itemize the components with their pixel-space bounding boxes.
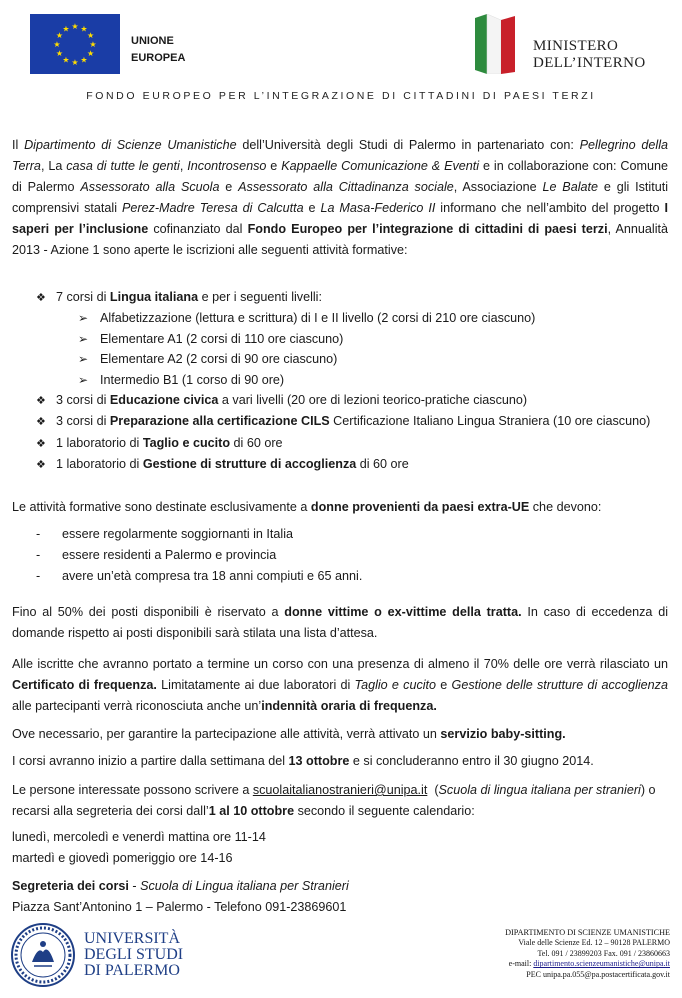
eu-stars-icon bbox=[30, 14, 120, 74]
list-item bbox=[36, 349, 650, 369]
text: che devono: bbox=[529, 500, 602, 514]
arrow-bullet-icon: ➢ bbox=[78, 331, 89, 346]
text: informano che nell’ambito del progetto bbox=[435, 201, 665, 215]
university-seal-icon bbox=[10, 922, 76, 988]
course-name: Gestione di strutture di accoglienza bbox=[142, 457, 357, 472]
target-group: donne provenienti da paesi extra-UE bbox=[310, 500, 530, 514]
course-name: Lingua italiana bbox=[109, 290, 199, 304]
text: I corsi avranno inizio a partire dalla settimana del bbox=[12, 754, 289, 768]
svg-text:★: ★ bbox=[87, 31, 95, 40]
list-item bbox=[36, 545, 362, 566]
babysitting-paragraph bbox=[12, 724, 668, 745]
course-list bbox=[36, 287, 650, 476]
svg-text:★: ★ bbox=[71, 58, 79, 67]
fund-title: FONDO EUROPEO PER L’INTEGRAZIONE DI CITTADINI DI PAESI TERZI bbox=[86, 90, 596, 102]
certificate-label: Certificato di frequenza. bbox=[12, 678, 157, 692]
text: e bbox=[219, 180, 239, 194]
text: e per i seguenti livelli: bbox=[198, 290, 322, 304]
partner-name: Kappaelle Comunicazione & Eventi bbox=[281, 159, 480, 173]
level-text: Elementare A2 (2 corsi di 90 ore ciascuno) bbox=[100, 352, 338, 367]
svg-text:★: ★ bbox=[53, 40, 61, 49]
list-item bbox=[36, 287, 650, 308]
diamond-bullet-icon: ❖ bbox=[36, 459, 46, 472]
enrollment-dates: 1 al 10 ottobre bbox=[208, 804, 295, 818]
lab-name: Taglio e cucito bbox=[354, 678, 437, 692]
diamond-bullet-icon: ❖ bbox=[36, 395, 46, 408]
text: Le persone interessate possono scrivere a bbox=[12, 783, 253, 797]
text: cofinanziato dal bbox=[148, 222, 248, 236]
text: ) o recarsi alla segreteria dei corsi dall’ bbox=[12, 783, 656, 818]
diamond-bullet-icon: ❖ bbox=[36, 292, 46, 304]
eu-label bbox=[131, 33, 185, 67]
text: , Associazione bbox=[453, 180, 543, 194]
department-contact bbox=[430, 928, 670, 980]
list-item bbox=[36, 433, 650, 454]
ministry-logo bbox=[471, 14, 671, 78]
partner-name: La Masa-Federico II bbox=[320, 201, 436, 215]
text: 3 corsi di bbox=[56, 414, 110, 429]
dash-bullet-icon: - bbox=[36, 548, 41, 562]
text: e bbox=[266, 159, 282, 173]
text: e bbox=[436, 678, 452, 692]
course-name: Taglio e cucito bbox=[142, 435, 231, 450]
text: ( bbox=[427, 783, 439, 797]
diamond-bullet-icon: ❖ bbox=[36, 437, 46, 450]
certificate-paragraph bbox=[12, 654, 668, 717]
text: , bbox=[179, 159, 188, 173]
fund-name: Fondo Europeo per l’integrazione di cittadini di paesi terzi bbox=[247, 222, 608, 236]
eu-label-line2: EUROPEA bbox=[131, 52, 186, 64]
list-item bbox=[36, 390, 650, 411]
list-item bbox=[36, 370, 650, 390]
text: Fino al 50% dei posti disponibili è riservato a bbox=[12, 605, 285, 619]
intro-paragraph bbox=[12, 135, 668, 261]
svg-text:★: ★ bbox=[55, 31, 63, 40]
babysitting-label: servizio baby-sitting. bbox=[440, 727, 566, 741]
department-name: Dipartimento di Scienze Umanistiche bbox=[24, 138, 237, 152]
office-address: Piazza Sant’Antonino 1 – Palermo - Telefono 091-23869601 bbox=[12, 900, 347, 914]
allowance-label: indennità oraria di frequenza. bbox=[261, 699, 437, 713]
list-item bbox=[36, 524, 362, 545]
university-line1: UNIVERSITÀ bbox=[84, 930, 180, 947]
svg-text:★: ★ bbox=[89, 40, 97, 49]
email-label: e-mail: bbox=[508, 959, 534, 969]
text: In caso di eccedenza di domande rispetto ai posti disponibili sarà stilata una lista d’attesa. bbox=[12, 605, 668, 640]
department-email-link[interactable]: dipartimento.scienzeumanistiche@unipa.it bbox=[533, 959, 670, 969]
text: e in collaborazione con: Comune di Palermo bbox=[12, 159, 669, 194]
requirement-text: avere un’età compresa tra 18 anni compiuti e 65 anni. bbox=[62, 569, 363, 583]
list-item bbox=[36, 411, 650, 432]
eu-label-line1: UNIONE bbox=[131, 35, 174, 47]
partner-name: Le Balate bbox=[542, 180, 599, 194]
list-item bbox=[36, 566, 362, 587]
text: di 60 ore bbox=[356, 457, 409, 472]
svg-text:★: ★ bbox=[62, 24, 70, 34]
office-name: Segreteria dei corsi bbox=[12, 879, 129, 893]
text: 1 laboratorio di bbox=[56, 435, 143, 450]
requirements-list bbox=[36, 524, 362, 587]
office-title bbox=[12, 876, 668, 897]
svg-text:★: ★ bbox=[87, 49, 95, 58]
reserved-paragraph bbox=[12, 602, 668, 644]
text: , La bbox=[40, 159, 67, 173]
level-text: Intermedio B1 (1 corso di 90 ore) bbox=[100, 372, 285, 387]
list-item bbox=[36, 308, 650, 328]
university-name bbox=[84, 931, 183, 979]
svg-text:★: ★ bbox=[80, 55, 88, 65]
ministry-line1: MINISTERO bbox=[533, 38, 619, 54]
arrow-bullet-icon: ➢ bbox=[78, 352, 89, 367]
svg-text:★: ★ bbox=[80, 24, 88, 34]
diamond-bullet-icon: ❖ bbox=[36, 416, 46, 429]
level-text: Elementare A1 (2 corsi di 110 ore ciascuno) bbox=[100, 331, 344, 346]
ministry-name bbox=[533, 38, 646, 72]
university-line2: DEGLI STUDI bbox=[84, 946, 184, 963]
svg-text:★: ★ bbox=[62, 55, 70, 65]
course-name: Educazione civica bbox=[109, 393, 219, 408]
partner-name: Perez-Madre Teresa di Calcutta bbox=[121, 201, 304, 215]
start-date: 13 ottobre bbox=[288, 754, 350, 768]
target-paragraph bbox=[12, 497, 668, 518]
text: 1 laboratorio di bbox=[56, 457, 143, 472]
department-email-row bbox=[430, 959, 670, 969]
text: - bbox=[128, 879, 141, 893]
department-address: Viale delle Scienze Ed. 12 – 90128 PALERMO bbox=[518, 938, 670, 948]
school-name: Scuola di lingua italiana per stranieri bbox=[438, 783, 641, 797]
text: alle partecipanti verrà riconosciuta anche un’ bbox=[12, 699, 262, 713]
department-phone: Tel. 091 / 23899203 Fax. 091 / 23860663 bbox=[537, 948, 670, 958]
italian-flag-icon bbox=[471, 14, 521, 74]
partner-name: Pellegrino della Terra bbox=[12, 138, 668, 173]
schedule-line: martedì e giovedì pomeriggio ore 14-16 bbox=[12, 851, 233, 865]
university-line3: DI PALERMO bbox=[84, 962, 180, 979]
text: dell’Università degli Studi di Palermo in partenariato con: bbox=[236, 138, 580, 152]
ministry-line2: DELL’INTERNO bbox=[533, 55, 646, 71]
arrow-bullet-icon: ➢ bbox=[78, 311, 89, 326]
email-link[interactable]: scuolaitalianostranieri@unipa.it bbox=[252, 783, 428, 797]
level-text: Alfabetizzazione (lettura e scrittura) di I e II livello (2 corsi di 210 ore ciascuno) bbox=[100, 311, 536, 326]
text: Limitatamente ai due laboratori di bbox=[156, 678, 355, 692]
partner-name: Assessorato alla Scuola bbox=[80, 180, 220, 194]
schedule-line: lunedì, mercoledì e venerdì mattina ore 11-14 bbox=[12, 830, 266, 844]
svg-text:★: ★ bbox=[71, 22, 79, 31]
text: e bbox=[303, 201, 321, 215]
dash-bullet-icon: - bbox=[36, 569, 41, 583]
text: di 60 ore bbox=[230, 435, 283, 450]
text: secondo il seguente calendario: bbox=[294, 804, 475, 818]
school-name: Scuola di Lingua italiana per Stranieri bbox=[140, 879, 349, 893]
text: a vari livelli (20 ore di lezioni teorico-pratiche ciascuno) bbox=[218, 393, 528, 408]
lab-name: Gestione delle strutture di accoglienza bbox=[451, 678, 668, 692]
list-item bbox=[36, 454, 650, 475]
partner-name: Assessorato alla Cittadinanza sociale bbox=[238, 180, 454, 194]
requirement-text: essere residenti a Palermo e provincia bbox=[62, 548, 277, 562]
text: e gli Istituti comprensivi statali bbox=[12, 180, 669, 215]
schedule bbox=[12, 827, 668, 869]
contact-paragraph bbox=[12, 780, 668, 822]
text: Il bbox=[12, 138, 25, 152]
text: 7 corsi di bbox=[56, 290, 110, 304]
text: Certificazione Italiano Lingua Straniera (10 ore ciascuno) bbox=[329, 414, 651, 429]
requirement-text: essere regolarmente soggiornanti in Italia bbox=[62, 527, 294, 541]
project-name: I saperi per l’inclusione bbox=[12, 201, 668, 236]
partner-name: Incontrosenso bbox=[187, 159, 267, 173]
arrow-bullet-icon: ➢ bbox=[78, 372, 89, 387]
text: 3 corsi di bbox=[56, 393, 110, 408]
text: Alle iscritte che avranno portato a termine un corso con una presenza di almeno il 70% delle ore verrà rilasciato un bbox=[12, 657, 668, 671]
text: e si concluderanno entro il 30 giugno 2014. bbox=[349, 754, 594, 768]
partner-name: casa di tutte le genti bbox=[66, 159, 180, 173]
dates-paragraph bbox=[12, 751, 668, 772]
dash-bullet-icon: - bbox=[36, 527, 41, 541]
eu-flag-logo bbox=[30, 14, 120, 74]
reserved-group: donne vittime o ex-vittime della tratta. bbox=[284, 605, 522, 619]
text: Le attività formative sono destinate esclusivamente a bbox=[12, 500, 311, 514]
office-info bbox=[12, 876, 668, 918]
text: , Annualità 2013 - Azione 1 sono aperte le iscrizioni alle seguenti attività formative: bbox=[12, 222, 669, 257]
svg-text:★: ★ bbox=[55, 49, 63, 58]
department-pec: PEC unipa.pa.055@pa.postacertificata.gov.it bbox=[526, 969, 670, 979]
department-name: DIPARTIMENTO DI SCIENZE UMANISTICHE bbox=[505, 928, 670, 937]
course-name: Preparazione alla certificazione CILS bbox=[109, 414, 330, 429]
text: Ove necessario, per garantire la partecipazione alle attività, verrà attivato un bbox=[12, 727, 441, 741]
list-item bbox=[36, 329, 650, 349]
